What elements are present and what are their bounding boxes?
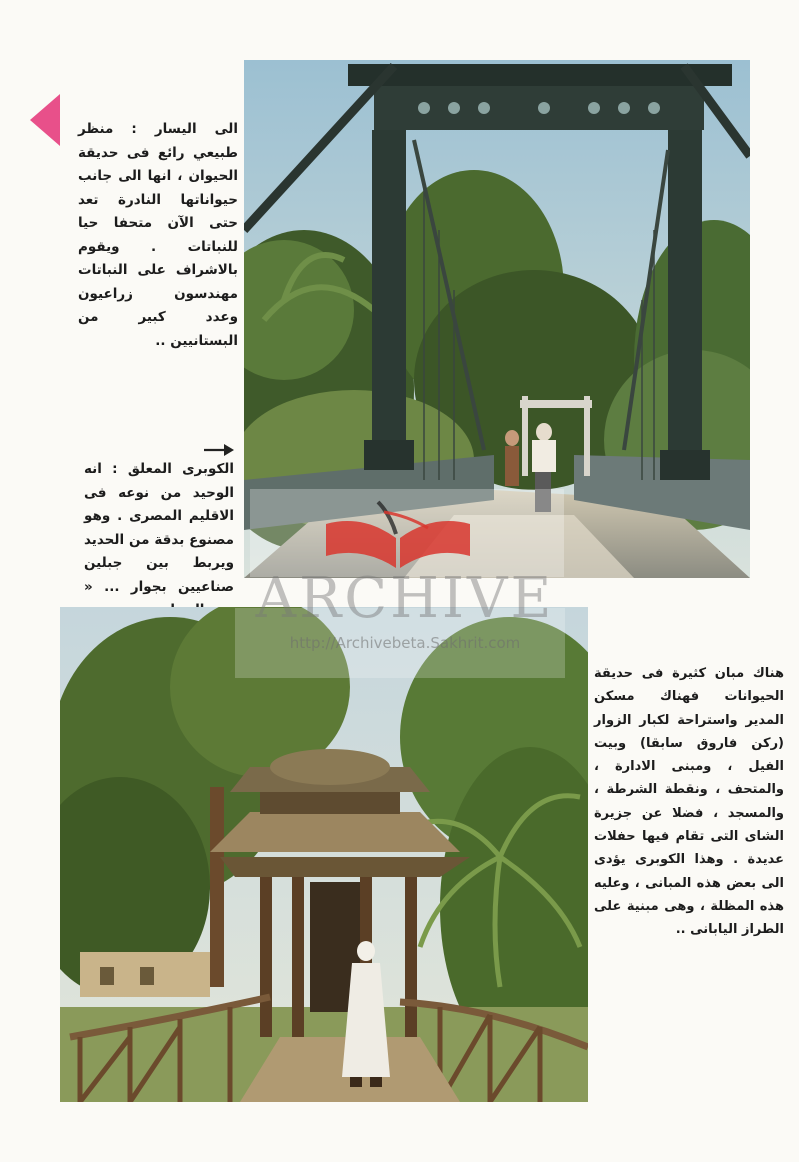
watermark-text: ARCHIVE bbox=[255, 566, 555, 631]
watermark-url: http://Archivebeta.Sakhrit.com bbox=[289, 634, 521, 652]
caption-left-view bbox=[78, 118, 238, 353]
page-tab-marker bbox=[30, 94, 60, 146]
caption-left-view-text: الى اليسار : منظر طبيعي رائع فى حديقة الحيوان ، انها الى جانب حيواناتها النادرة تعد حتى الآن متحفا حيا للنباتات . ويقوم بالاشراف على النباتات مهندسون زراعيون وعدد كبير من البستانيين .. bbox=[78, 121, 238, 349]
archive-book-logo-icon bbox=[318, 494, 478, 574]
caption-bridge-text: الكوبرى المعلق : انه الوحيد من نوعه فى الاقليم المصرى . وهو مصنوع بدقة من الحديد ويربط بين جبلين صناعيين بجوار ... « bbox=[84, 461, 234, 595]
kiosk-photo bbox=[60, 607, 588, 1102]
caption-buildings-text: هناك مبان كثيرة فى حديقة الحيوانات فهناك مسكن المدير واستراحة لكبار الزوار (ركن فاروق سابقا) وبيت الفيل ، ومبنى الادارة ، والمتحف ، ونقطة الشرطة ، والمسجد ، فضلا عن جزيرة الشاى التى تقام فيها حفلات عديدة . وهذا الكوبرى يؤدى الى بعض هذه المبانى ، وعليه هذه المظلة ، وهى مبنية على الطراز اليابانى .. bbox=[594, 666, 784, 938]
caption-buildings bbox=[594, 662, 784, 942]
caption-bridge bbox=[84, 458, 234, 623]
arrow-right-icon bbox=[203, 443, 235, 457]
